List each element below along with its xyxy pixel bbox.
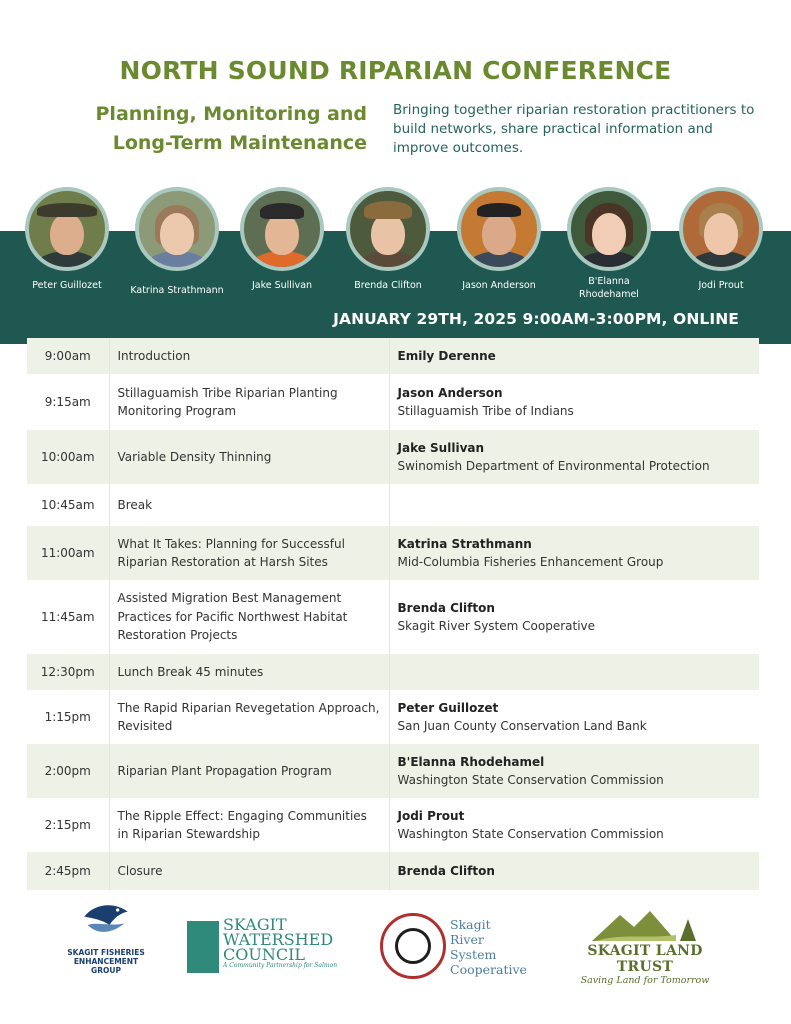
agenda-time: 11:45am <box>27 580 109 654</box>
speaker-name: Brenda Clifton <box>397 600 495 615</box>
agenda-row <box>27 690 759 744</box>
speaker-name: B'Elanna Rhodehamel <box>397 754 545 769</box>
speaker-name: Jake Sullivan <box>397 440 485 455</box>
agenda-topic: Assisted Migration Best Management Practices for Pacific Northwest Habitat Restoration Projects <box>109 580 389 654</box>
agenda-time: 10:00am <box>27 430 109 484</box>
speaker-organization: Mid-Columbia Fisheries Enhancement Group <box>397 555 664 569</box>
speaker-name: Jake Sullivan <box>251 280 313 291</box>
speaker-organization: Washington State Conservation Commission <box>397 773 664 787</box>
agenda-topic: The Ripple Effect: Engaging Communities in Riparian Stewardship <box>109 798 389 852</box>
speaker-organization: San Juan County Conservation Land Bank <box>397 719 647 733</box>
salmon-icon <box>76 900 136 940</box>
conference-tagline: Bringing together riparian restoration practitioners to build networks, share practical information and improve outcomes. <box>393 102 755 156</box>
agenda-speaker <box>389 580 759 654</box>
agenda-topic: Stillaguamish Tribe Riparian Planting Monitoring Program <box>109 374 389 430</box>
event-date-time: JANUARY 29TH, 2025 9:00AM-3:00PM, ONLINE <box>333 310 739 328</box>
swc-logo-text: SKAGIT WATERSHED COUNCIL A Community Partnership for Salmon <box>223 915 338 969</box>
speaker-photo <box>679 187 763 271</box>
speaker-katrina-strathmann <box>122 187 232 297</box>
cooperative-emblem-icon <box>380 913 446 979</box>
agenda-speaker <box>389 526 759 580</box>
speaker-organization: Washington State Conservation Commission <box>397 827 664 841</box>
speaker-name: Jason Anderson <box>397 385 503 400</box>
speaker-name: Jodi Prout <box>397 808 465 823</box>
speaker-organization: Stillaguamish Tribe of Indians <box>397 404 574 418</box>
agenda-topic: Break <box>109 484 389 526</box>
agenda-row <box>27 798 759 852</box>
speaker-name: Peter Guillozet <box>397 700 499 715</box>
speaker-name: Brenda Clifton <box>354 280 422 291</box>
agenda-row <box>27 430 759 484</box>
subtitle-line-2: Long-Term Maintenance <box>112 132 367 154</box>
agenda-time: 10:45am <box>27 484 109 526</box>
skagit-land-trust-logo <box>565 909 725 984</box>
speaker-peter-guillozet <box>12 187 122 292</box>
agenda-time: 9:00am <box>27 338 109 374</box>
agenda-topic: Riparian Plant Propagation Program <box>109 744 389 798</box>
skagit-fisheries-enhancement-group-logo <box>66 900 146 995</box>
agenda-speaker <box>389 484 759 526</box>
slt-logo-tagline: Saving Land for Tomorrow <box>580 975 710 986</box>
agenda-speaker <box>389 798 759 852</box>
slt-logo-text: SKAGIT LAND TRUST <box>587 943 703 975</box>
watershed-texture-icon <box>187 921 219 973</box>
speaker-name: Brenda Clifton <box>397 863 495 878</box>
agenda-topic: Introduction <box>109 338 389 374</box>
speaker-photo <box>346 187 430 271</box>
agenda-row <box>27 852 759 890</box>
agenda-speaker <box>389 374 759 430</box>
speaker-photo <box>135 187 219 271</box>
speaker-photo <box>25 187 109 271</box>
speaker-brenda-clifton <box>333 187 443 292</box>
speaker-jodi-prout <box>666 187 776 292</box>
sfeg-logo-text: SKAGIT FISHERIES ENHANCEMENT GROUP <box>67 948 145 975</box>
speaker-name: Jodi Prout <box>698 280 744 291</box>
agenda-row <box>27 374 759 430</box>
skagit-river-system-cooperative-logo <box>380 913 530 983</box>
agenda-row <box>27 654 759 690</box>
agenda-time: 2:00pm <box>27 744 109 798</box>
agenda-topic: The Rapid Riparian Revegetation Approach, Revisited <box>109 690 389 744</box>
agenda-speaker <box>389 654 759 690</box>
speaker-name: Emily Derenne <box>397 348 496 363</box>
agenda-speaker <box>389 430 759 484</box>
speaker-photo <box>567 187 651 271</box>
speaker-organization: Skagit River System Cooperative <box>397 619 596 633</box>
speaker-name: Jason Anderson <box>462 280 536 291</box>
speaker-organization: Swinomish Department of Environmental Protection <box>397 459 710 473</box>
agenda-time: 11:00am <box>27 526 109 580</box>
conference-title: NORTH SOUND RIPARIAN CONFERENCE <box>119 56 672 85</box>
subtitle-line-1: Planning, Monitoring and <box>95 103 367 125</box>
agenda-table <box>27 338 759 890</box>
agenda-row <box>27 338 759 374</box>
speaker-jason-anderson <box>444 187 554 292</box>
speaker-name: B'Elanna Rhodehamel <box>579 276 639 300</box>
agenda-speaker <box>389 852 759 890</box>
agenda-time: 12:30pm <box>27 654 109 690</box>
agenda-speaker <box>389 690 759 744</box>
agenda-time: 2:15pm <box>27 798 109 852</box>
agenda-time: 9:15am <box>27 374 109 430</box>
sponsor-logos <box>0 895 791 1005</box>
agenda-row <box>27 484 759 526</box>
conference-subtitle <box>96 100 368 158</box>
agenda-topic: Lunch Break 45 minutes <box>109 654 389 690</box>
agenda-row <box>27 580 759 654</box>
agenda-time: 1:15pm <box>27 690 109 744</box>
speaker-jake-sullivan <box>227 187 337 292</box>
agenda-row <box>27 526 759 580</box>
skagit-watershed-council-logo <box>187 917 347 982</box>
srsc-logo-text: Skagit River System Cooperative <box>450 917 527 977</box>
speaker-name: Katrina Strathmann <box>397 536 532 551</box>
agenda-topic: Variable Density Thinning <box>109 430 389 484</box>
speaker-name: Katrina Strathmann <box>130 285 224 296</box>
agenda-topic: Closure <box>109 852 389 890</box>
agenda-row <box>27 744 759 798</box>
agenda-time: 2:45pm <box>27 852 109 890</box>
speaker-belanna-rhodehamel <box>554 187 664 301</box>
agenda-speaker <box>389 338 759 374</box>
speaker-photo <box>240 187 324 271</box>
speaker-photo <box>457 187 541 271</box>
agenda-speaker <box>389 744 759 798</box>
mountain-tree-icon <box>590 909 700 943</box>
speaker-name: Peter Guillozet <box>32 280 102 291</box>
agenda-topic: What It Takes: Planning for Successful Riparian Restoration at Harsh Sites <box>109 526 389 580</box>
